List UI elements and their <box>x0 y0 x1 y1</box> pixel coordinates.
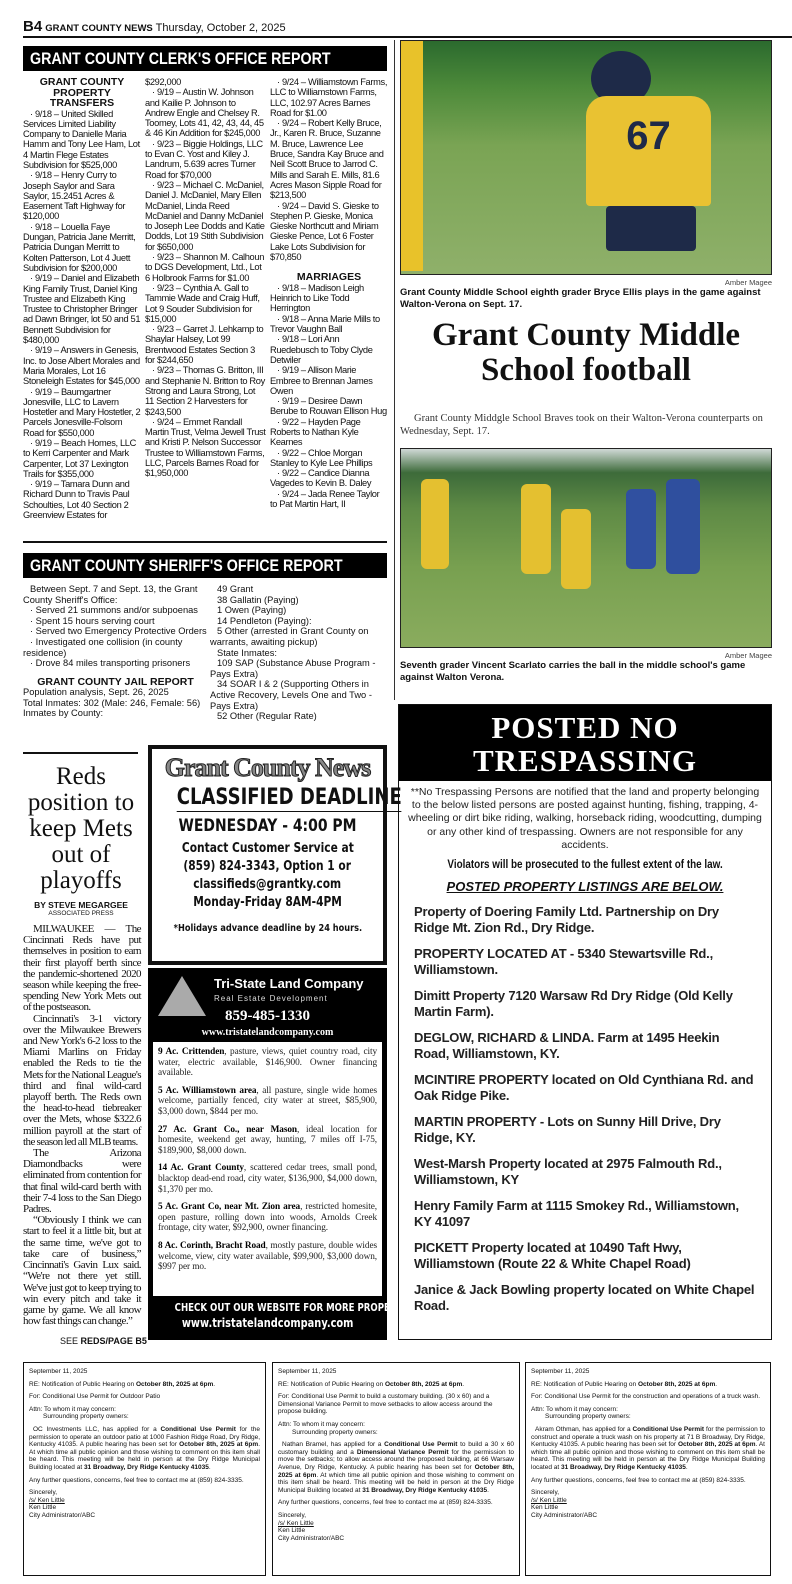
property-listing[interactable] <box>158 1125 377 1157</box>
listing-lead: 14 Ac. Grant County <box>158 1163 244 1174</box>
footer-website[interactable]: www.tristatelandcompany.com <box>181 1316 354 1330</box>
notice-text: . At which time all public opinion and those wishing to comment on this item shall be heard. This meeting will be held in person at the Dry Ridge Municipal Building located at <box>278 1471 514 1494</box>
article-rule <box>23 752 138 754</box>
tristate-ad <box>148 968 418 1340</box>
sheriff-activity: · Spent 15 hours serving court <box>30 615 155 626</box>
listing-details: , scattered cedar trees, small pond, blacktop dead-end road, city water, $136,900, $4,000 down, $1,370 per mo. <box>158 1163 377 1195</box>
notice-attn-owners: Surrounding property owners: <box>545 1413 631 1421</box>
notice-emphasis: October 8th, 2025 at 6pm <box>278 1463 514 1479</box>
marriage-record: · 9/19 – Allison Marie Embree to Brennan James Owen <box>270 365 373 396</box>
player-figure <box>421 479 449 569</box>
player-figure <box>626 489 656 569</box>
property-transfer: · 9/23 – Cynthia A. Gall to Tammie Wade and Craig Huff, Lot 9 Souder Subdivision for $15,000 <box>145 282 260 324</box>
property-transfer: · 9/24 – Emmet Randall Martin Trust, Velma Jewell Trust and Kristi P. Nelson Successor Trustee to Williamstown Farms, LLC, Parcels Barnes Road for $1,950,000 <box>145 416 266 479</box>
article-paragraph: The Arizona Diamondbacks were eliminated from contention for that final wild-card berth with their 7-4 loss to the San Diego Padres. <box>23 1147 141 1216</box>
masthead-rule <box>23 36 792 38</box>
sheriff-report-title: GRANT COUNTY SHERIFF'S OFFICE REPORT <box>30 556 343 575</box>
notice-signer: Ken Little <box>278 1527 306 1535</box>
listing-details: , mostly pasture, double wides welcome, view, city water available, $99,900, $3,000 down, $997 per mo. <box>158 1240 377 1273</box>
listing-lead: 9 Ac. Crittenden <box>158 1047 225 1057</box>
jersey-number: 67 <box>626 114 671 158</box>
marriage-record: · 9/22 – Hayden Page Roberts to Nathan Kyle Kearnes <box>270 416 361 448</box>
re-text: RE: Notification of Public Hearing on <box>278 1380 385 1388</box>
footer-cta: CHECK OUT OUR WEBSITE FOR MORE PROPERTIES <box>174 1302 418 1314</box>
notice-contact: Any further questions, concerns, feel free to contact me at (859) 824-3335. <box>29 1476 244 1484</box>
clerk-column-2 <box>145 77 266 479</box>
re-end: . <box>213 1380 216 1388</box>
property-listing[interactable] <box>158 1241 377 1273</box>
inmate-count: 14 Pendleton (Paying): <box>217 615 312 626</box>
football-headline: Grant County Middle School football <box>431 317 741 388</box>
notice-text: . <box>208 1463 211 1471</box>
posted-property: MCINTIRE PROPERTY located on Old Cynthiana Rd. and Oak Ridge Pike. <box>414 1072 754 1103</box>
notice-signature: /s/ Ken Little <box>29 1496 65 1504</box>
inmate-count: 52 Other (Regular Rate) <box>217 711 317 722</box>
no-trespassing-box <box>398 704 772 1340</box>
article-paragraph: Cincinnati's 3-1 victory over the Milwaukee Brewers and New York's 6-2 loss to the Miami Marlins on Friday enabled the Reds to tie the Mets for the National League's third and final wild-card playoff berth. The Reds own the head-to-head tiebreaker over the Mets, whose $322.6 million payroll at the start of the season led all MLB teams. <box>23 1012 141 1148</box>
byline-author: BY STEVE MEGARGEE <box>34 900 128 910</box>
player-jersey <box>586 96 711 206</box>
player-figure <box>666 479 700 574</box>
tristate-name: Tri-State Land Company <box>214 976 364 991</box>
notice-attn-owners: Surrounding property owners: <box>292 1428 378 1436</box>
notice-text: Nathan Bramel, has applied for a <box>282 1441 385 1449</box>
tristate-footer <box>148 1299 418 1330</box>
notice-purpose: For: Conditional Use Permit for Outdoor Patio <box>29 1393 161 1401</box>
re-end: . <box>462 1380 465 1388</box>
notice-text: to build a 30 x 60 customary building and a <box>278 1441 514 1456</box>
title-line-1: POSTED NO <box>491 710 679 745</box>
notice-signature: /s/ Ken Little <box>278 1519 314 1527</box>
inmate-count: State Inmates: <box>217 647 277 658</box>
hearing-date: October 8th, 2025 at 6pm <box>637 1380 716 1388</box>
sheriff-activity: · Served two Emergency Protective Orders <box>30 626 207 637</box>
classified-deadline-box <box>148 745 402 965</box>
marriage-record: · 9/22 – Chloe Morgan Stanley to Kyle Lee Phillips <box>270 447 373 468</box>
inmate-count: 34 SOAR I & 2 (Supporting Others in Active Recovery, Levels One and Two - Pays Extra) <box>210 679 372 711</box>
no-trespassing-title <box>399 705 771 781</box>
property-transfer: · 9/19 – Daniel and Elizabeth King Family Trust, Daniel King Trustee and Elizabeth King Trustee to Christopher Bringer ad Dawn Bringer, lot 50 and 51 Bennett Subdivision for $480,000 <box>23 273 141 346</box>
inmate-count: 109 SAP (Substance Abuse Program - Pays Extra) <box>210 658 376 679</box>
section-rule <box>23 541 387 543</box>
notice-purpose: For: Conditional Use Permit for the construction and operations of a truck wash. <box>531 1393 761 1401</box>
hearing-date: October 8th, 2025 at 6pm <box>135 1380 214 1388</box>
posted-property: Janice & Jack Bowling property located on White Chapel Road. <box>414 1282 755 1313</box>
tristate-website[interactable]: www.tristatelandcompany.com <box>201 1027 334 1038</box>
property-transfer: · 9/19 – Tamara Dunn and Richard Dunn to Travis Paul Schoulties, Lot 40 Section 2 Greenview Estates for <box>23 479 130 521</box>
marriage-record: · 9/18 – Madison Leigh Heinrich to Like Todd Herrington <box>270 282 364 314</box>
property-listing[interactable] <box>158 1202 377 1234</box>
player-shorts <box>606 206 696 251</box>
property-transfer: · 9/23 – Thomas G. Britton, III and Stephanie N. Britton to Roy Strong and Laura Strong, Lot 11 Section 2 Harvesters for $243,500 <box>145 365 265 417</box>
notice-text: OC Investments LLC, has applied for a <box>33 1425 161 1433</box>
byline <box>20 900 142 917</box>
classified-title: CLASSIFIED DEADLINE <box>176 785 402 810</box>
posted-property: MARTIN PROPERTY - Lots on Sunny Hill Drive, Dry Ridge, KY. <box>414 1114 721 1145</box>
sheriff-column-2 <box>210 584 388 722</box>
sheriff-report-header <box>23 553 387 578</box>
notice-closing: Sincerely, <box>29 1489 58 1497</box>
notice-text: . <box>685 1463 688 1471</box>
tristate-tagline: Real Estate Development <box>214 994 328 1003</box>
notice-emphasis: Conditional Use Permit <box>632 1425 705 1433</box>
posted-property: Henry Family Farm at 1115 Smokey Rd., Williamstown, KY 41097 <box>414 1198 739 1229</box>
clerk-column-3 <box>270 77 388 509</box>
posted-property: West-Marsh Property located at 2975 Falmouth Rd., Williamstown, KY <box>414 1156 722 1187</box>
notice-signer-title: City Administrator/ABC <box>29 1511 96 1519</box>
jump-line[interactable] <box>60 1336 147 1346</box>
transfer-continued: $292,000 <box>145 77 181 87</box>
notice-text: for the permission to construct and operate a truck wash on his property at 71 B Broadway, Dry Ridge, Kentucky 41035. A public hearing has been set for <box>531 1425 765 1449</box>
football-photo-1 <box>400 40 772 275</box>
notice-attn: Attn: To whom it may concern: <box>278 1420 365 1428</box>
reds-headline: Reds position to keep Mets out of playoffs <box>27 763 135 894</box>
property-transfer: · 9/18 – Louella Faye Dungan, Patricia Jane Merritt, Patricia Dungan Merritt to Kolten Patterson, Lot 4 Juett Subdivision for $200,000 <box>23 221 136 273</box>
jump-see: SEE <box>60 1336 79 1346</box>
notice-body <box>531 1426 765 1472</box>
posted-property: PICKETT Property located at 10490 Taft Hwy, Williamstown (Route 22 & White Chapel Road) <box>414 1240 691 1271</box>
public-notice <box>23 1362 266 1576</box>
clerk-report-title: GRANT COUNTY CLERK'S OFFICE REPORT <box>30 49 331 68</box>
notice-contact: Any further questions, concerns, feel free to contact me at (859) 824-3335. <box>278 1499 493 1507</box>
masthead <box>23 18 286 35</box>
public-notice <box>525 1362 771 1576</box>
notice-date: September 11, 2025 <box>531 1368 590 1375</box>
property-transfer: · 9/24 – Robert Kelly Bruce, Jr., Karen R. Bruce, Suzanne M. Bruce, Lawrence Lee Bruce, Sandra Kay Bruce and Neil Scott Bruce to Jarrod C. Mills and Sarah E. Mills, 81.6 Acres Mason Sipple Road for $213,500 <box>270 118 384 201</box>
notice-emphasis: Conditional Use Permit <box>384 1441 458 1449</box>
sheriff-activity: · Investigated one collision (in county residence) <box>23 636 183 658</box>
notice-date: September 11, 2025 <box>29 1368 88 1375</box>
clerk-report-header <box>23 46 387 71</box>
contact-line: (859) 824-3343, Option 1 or <box>183 859 352 874</box>
notice-text: . At which time all public opinion and those wishing to comment on this item shall be heard. This meeting will be held in person at the Dry Ridge Municipal Building located at <box>29 1441 260 1471</box>
sheriff-activity: · Drove 84 miles transporting prisoners <box>30 658 191 669</box>
notice-date: September 11, 2025 <box>278 1368 337 1375</box>
property-transfer: · 9/19 – Austin W. Johnson and Kailie P. Johnson to Andrew Engle and Chelsey R. Toomey, Lots 41, 42, 43, 44, 45 & 46 Kin Addition for $245,000 <box>145 87 264 139</box>
reds-body <box>23 924 141 1327</box>
jail-heading: GRANT COUNTY JAIL REPORT <box>37 675 194 688</box>
photo-caption: Grant County Middle School eighth grader Bryce Ellis plays in the game against Walton-Verona on Sept. 17. <box>400 287 761 310</box>
trespass-notice: **No Trespassing Persons are notified that the land and property belonging to the below listed persons are posted against hunting, fishing, trapping, 4-wheeling or dirt bike riding, walking, horseback riding, woodcutting, dumping or any other kind of trespassing. Owners are not responsible for any accidents. <box>408 786 762 851</box>
notice-emphasis: Dimensional Variance Permit <box>356 1448 449 1456</box>
page-number: B4 <box>23 18 43 35</box>
holiday-note: *Holidays advance deadline by 24 hours. <box>173 923 362 934</box>
notice-signer: Ken Little <box>29 1504 57 1512</box>
marriage-record: · 9/19 – Desiree Dawn Berube to Rouwan Ellison Hug <box>270 396 387 417</box>
photo-credit: Amber Magee <box>724 651 772 660</box>
property-transfer: · 9/23 – Michael C. McDaniel, Daniel J. McDaniel, Mary Ellen McDaniel, Linda Reed McDaniel and Danny McDaniel to Joseph Lee Dodds and Katie Dodds, Lot 19 Stith Subdivision for $650,000 <box>145 179 265 252</box>
re-text: RE: Notification of Public Hearing on <box>29 1380 136 1388</box>
property-transfer: · 9/19 – Beach Homes, LLC to Kerri Carpenter and Mark Carpenter, Lot 37 Lexington Trails for $355,000 <box>23 438 136 479</box>
property-transfer: · 9/23 – Shannon M. Calhoun to DGS Development, Ltd., Lot 6 Holbrook Farms for $1.00 <box>145 252 265 283</box>
listing-details: , ideal location for homesite, weekend get away, hunting, 7 miles off I-75, $189,900, $8,000 down. <box>158 1124 377 1156</box>
property-listing[interactable] <box>158 1163 377 1195</box>
jump-target[interactable]: REDS/PAGE B5 <box>80 1336 147 1346</box>
publication-name: GRANT COUNTY NEWS <box>45 23 153 34</box>
article-paragraph: MILWAUKEE — The Cincinnati Reds have put themselves in position to earn their first playoff berth since the pandemic-shortened 2020 season while keeping the free-spending New York Mets out of the postseason. <box>23 923 141 1014</box>
hearing-date: October 8th, 2025 at 6pm <box>384 1380 463 1388</box>
marriage-record: · 9/18 – Lori Ann Ruedebusch to Toby Clyde Detwiler <box>270 334 373 365</box>
notice-signer-title: City Administrator/ABC <box>531 1511 598 1519</box>
notice-closing: Sincerely, <box>278 1511 307 1519</box>
inmate-count: 38 Gallatin (Paying) <box>217 594 299 605</box>
jail-stat: Inmates by County: <box>23 708 104 719</box>
notice-re <box>531 1381 765 1389</box>
inmate-count: 49 Grant <box>217 584 254 594</box>
re-end: . <box>715 1380 718 1388</box>
marriage-record: · 9/24 – Jada Renee Taylor to Pat Martin Hart, II <box>270 488 380 510</box>
football-photo-2 <box>400 448 772 648</box>
sheriff-column-1 <box>23 584 208 719</box>
notice-emphasis: 31 Broadway, Dry Ridge Kentucky 41035 <box>561 1463 686 1471</box>
tristate-phone[interactable]: 859-485-1330 <box>225 1008 310 1024</box>
contact-line: Contact Customer Service at <box>181 841 354 856</box>
notice-emphasis: 31 Broadway, Dry Ridge Kentucky 41035 <box>83 1463 209 1471</box>
notice-purpose: For: Conditional Use Permit to build a customary building. (30 x 60) and a Dimensional Variance Permit to move setbacks to allow access around the propose building. <box>278 1393 493 1416</box>
notice-text: Akram Othman, has applied for a <box>535 1425 633 1433</box>
classified-deadline: WEDNESDAY - 4:00 PM <box>178 816 357 836</box>
clerk-column-1 <box>23 77 141 520</box>
article-paragraph: “Obviously I think we can start to feel it a little bit, but at the same time, we've got to take care of business,” Cincinnati's Gavin Lux said. “We're not there yet still. We've just got to keep trying to win every pitch and take it game by game. We all know how fast things can change.” <box>23 1214 141 1328</box>
notice-attn-owners: Surrounding property owners: <box>43 1413 129 1421</box>
property-listing[interactable] <box>158 1047 377 1079</box>
listings-panel <box>153 1042 382 1296</box>
notice-attn: Attn: To whom it may concern: <box>29 1405 116 1413</box>
byline-agency: ASSOCIATED PRESS <box>48 910 114 917</box>
notice-emphasis: October 8th, 2025 at 6pm <box>179 1441 259 1449</box>
transfers-heading: GRANT COUNTY PROPERTY TRANSFERS <box>39 76 125 109</box>
notice-attn: Attn: To whom it may concern: <box>531 1405 618 1413</box>
notice-signer: Ken Little <box>531 1504 559 1512</box>
listing-details: , all pasture, single wide homes welcome, partially fenced, city water at street, $85,900, $3,000 down, $844 per mo. <box>158 1085 377 1117</box>
property-transfer: · 9/18 – United Skilled Services Limited Liability Company to Danielle Maria Hamm and Tony Lee Ham, Lot 4 Martin Flege Estates Subdivision for $525,000 <box>23 108 140 170</box>
notice-text: for the permission to operate an outdoor patio at 1000 Fashion Ridge Road, Dry Ridge, Kentucky 41035. A public hearing has been set for <box>29 1425 261 1449</box>
notice-signer-title: City Administrator/ABC <box>278 1534 345 1542</box>
re-text: RE: Notification of Public Hearing on <box>531 1380 638 1388</box>
listing-lead: 8 Ac. Corinth, Bracht Road <box>158 1240 266 1251</box>
notice-body <box>29 1426 260 1472</box>
listing-lead: 5 Ac. Williamstown area <box>158 1085 257 1096</box>
notice-signature: /s/ Ken Little <box>531 1496 567 1504</box>
notice-text: for the permission to move the setbacks; to allow access around the proposed building, at 66 Warsaw Avenue, Dry Ridge, Kentucky. A public hearing has been set for <box>278 1448 515 1471</box>
grant-county-news-logo: Grant County News <box>164 753 371 782</box>
jail-stat: Population analysis, Sept. 26, 2025 <box>23 687 169 698</box>
player-figure <box>401 41 423 271</box>
listing-details: , restricted homesite, open pasture, rolling down into woods, Arnolds Creek frontage, city water, $92,900, owner financing. <box>158 1202 378 1234</box>
notice-emphasis: 31 Broadway, Dry Ridge Kentucky 41035 <box>362 1486 488 1494</box>
notice-text: . At which time all public opinion and those wishing to comment on this item shall be heard. This meeting will be held in person at the Dry Ridge Municipal Building located at <box>531 1441 765 1471</box>
public-notice <box>272 1362 520 1576</box>
marriage-record: · 9/18 – Anna Marie Mills to Trevor Vaughn Ball <box>270 313 380 335</box>
listing-lead: 5 Ac. Grant Co, near Mt. Zion area <box>158 1202 301 1213</box>
listing-details: , pasture, views, quiet country road, city water, electric available, $146,900. Owner financing available. <box>158 1047 377 1079</box>
notice-body <box>278 1441 514 1494</box>
notice-emphasis: October 8th, 2025 at 6pm <box>677 1441 756 1449</box>
football-intro: Grant County Middgle School Braves took on their Walton-Verona counterparts on Wednesday, Sept. 17. <box>400 413 763 437</box>
marriages-heading: MARRIAGES <box>296 271 362 284</box>
property-transfer: · 9/19 – Answers in Genesis, Inc. to Jose Albert Morales and Maria Morales, Lot 16 Stoneleigh Estates for $45,000 <box>23 345 140 387</box>
notice-contact: Any further questions, concerns, feel free to contact me at (859) 824-3335. <box>531 1476 746 1484</box>
posted-property: Property of Doering Family Ltd. Partnership on Dry Ridge Mt. Zion Rd., Dry Ridge. <box>414 904 719 935</box>
property-transfer: · 9/24 – Williamstown Farms, LLC to Williamstown Farms, LLC, 102.97 Acres Barnes Road for $1.00 <box>270 77 388 118</box>
marriage-record: · 9/22 – Candice Dianna Vagedes to Kevin B. Daley <box>270 468 372 489</box>
player-figure <box>561 509 591 589</box>
photo-caption: Seventh grader Vincent Scarlato carries the ball in the middle school's game against Walton Verona. <box>400 660 746 683</box>
notice-re <box>278 1381 514 1389</box>
contact-line: Monday-Friday 8AM-4PM <box>193 895 342 910</box>
property-listing[interactable] <box>158 1086 377 1118</box>
property-transfer: · 9/24 – David S. Gieske to Stephen P. Gieske, Monica Gieske Northcutt and Miriam Gieske Pence, Lot 6 Foster Lake Lots Subdivision for $70,850 <box>270 200 379 263</box>
notice-closing: Sincerely, <box>531 1489 560 1497</box>
posted-property: DEGLOW, RICHARD & LINDA. Farm at 1495 Heekin Road, Williamstown, KY. <box>414 1030 720 1061</box>
jail-stat: Total Inmates: 302 (Male: 246, Female: 56) <box>23 697 201 708</box>
notice-re <box>29 1381 260 1389</box>
issue-date: Thursday, October 2, 2025 <box>155 22 286 34</box>
photo-credit: Amber Magee <box>724 278 772 287</box>
property-transfer: · 9/23 – Garret J. Lehkamp to Shaylar Halsey, Lot 99 Brentwood Estates Section 3 for $244,650 <box>145 324 264 366</box>
column-divider <box>394 40 395 700</box>
contact-line: classifieds@grantky.com <box>193 877 342 892</box>
property-transfer: · 9/18 – Henry Curry to Joseph Saylor and Sara Saylor, 15.2451 Acres & Easement Taft Highway for $120,000 <box>23 170 126 222</box>
inmate-count: 1 Owen (Paying) <box>217 605 287 616</box>
listings-heading: POSTED PROPERTY LISTINGS ARE BELOW. <box>446 879 724 895</box>
property-transfer: · 9/23 – Biggie Holdings, LLC to Evan C. Yost and Kiley J. Landrum, 5.639 acres Turner Road for $70,000 <box>145 138 263 180</box>
notice-emphasis: Conditional Use Permit <box>160 1425 236 1433</box>
player-figure <box>521 484 551 574</box>
property-transfer: · 9/19 – Baumgartner Jonesville, LLC to Lavern Hostetler and Mary Hostetler, 2 Parcels Jonesville-Folsom Road for $550,000 <box>23 386 141 438</box>
sheriff-activity: · Served 21 summons and/or subpoenas <box>30 605 198 616</box>
listing-lead: 27 Ac. Grant Co., near Mason <box>158 1124 297 1135</box>
trespass-warning: Violators will be prosecuted to the fullest extent of the law. <box>447 859 723 872</box>
sheriff-intro: Between Sept. 7 and Sept. 13, the Grant County Sheriff's Office: <box>23 584 198 605</box>
inmate-count: 5 Other (arrested in Grant County on warrants, awaiting pickup) <box>210 626 369 647</box>
posted-property: PROPERTY LOCATED AT - 5340 Stewartsville Rd., Williamstown. <box>414 946 713 977</box>
notice-text: . <box>487 1486 489 1494</box>
posted-property: Dimitt Property 7120 Warsaw Rd Dry Ridge (Old Kelly Martin Farm). <box>414 988 733 1019</box>
title-line-2: TRESPASSING <box>472 743 698 778</box>
